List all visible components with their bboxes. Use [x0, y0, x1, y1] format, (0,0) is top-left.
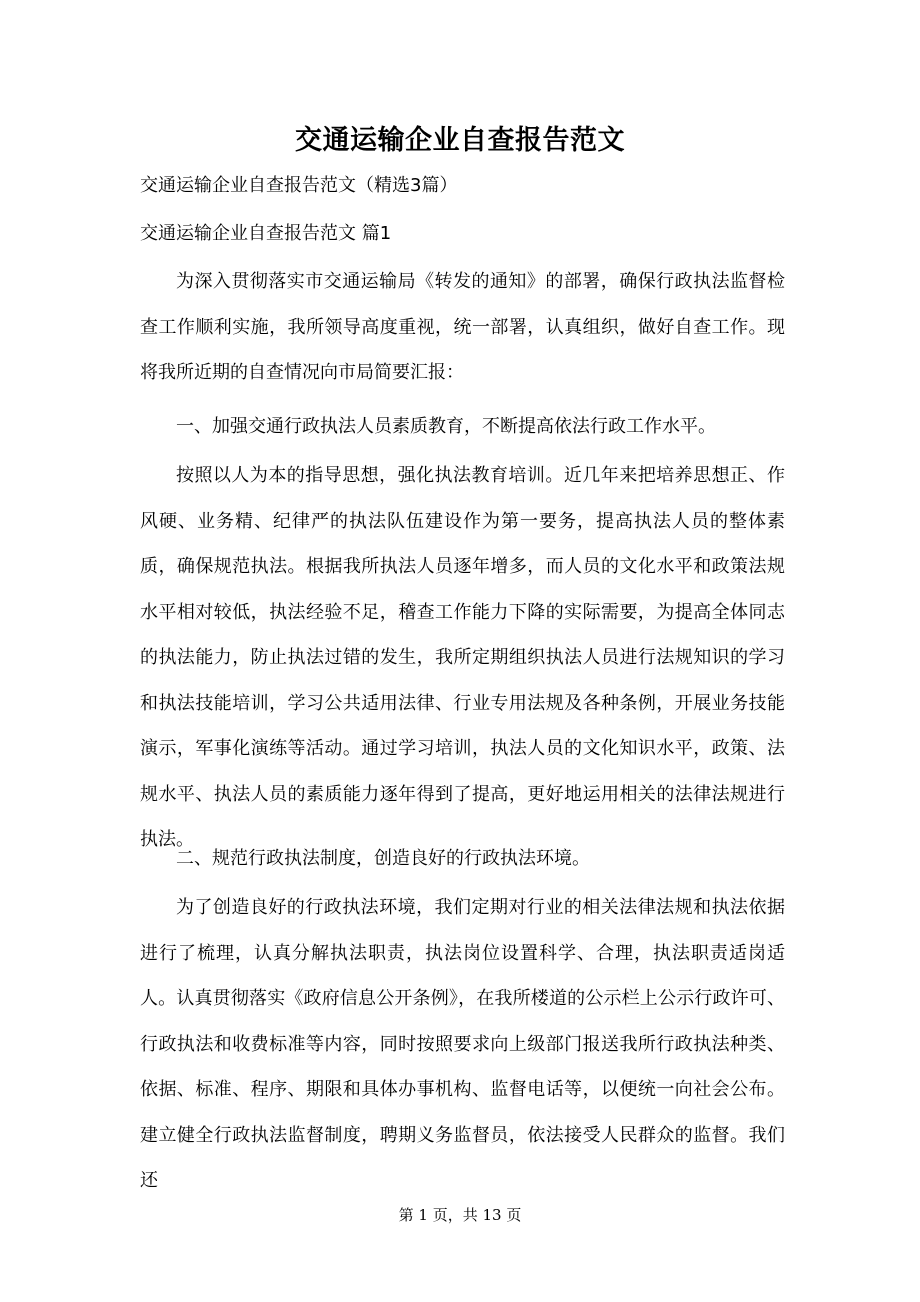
paragraph-3: 为了创造良好的行政执法环境，我们定期对行业的相关法律法规和执法依据进行了梳理，认真分解执法职责，执法岗位设置科学、合理，执法职责适岗适人。认真贯彻落实《政府信息公开条例》，在我所楼道的公示栏上公示行政许可、行政执法和收费标准等内容，同时按照要求向上级部门报送我所行政执法种类、依据、标准、程序、期限和具体办事机构、监督电话等，以便统一向社会公布。建立健全行政执法监督制度，聘期义务监督员，依法接受人民群众的监督。我们还: [140, 897, 785, 1191]
document-subtitle: 交通运输企业自查报告范文（精选3篇）: [140, 175, 458, 196]
section-heading: 交通运输企业自查报告范文 篇1: [140, 223, 392, 244]
heading-2: 二、规范行政执法制度，创造良好的行政执法环境。: [176, 848, 590, 869]
heading-1: 一、加强交通行政执法人员素质教育，不断提高依法行政工作水平。: [176, 416, 716, 437]
document-title: 交通运输企业自查报告范文: [295, 125, 625, 156]
page-footer: 第 1 页，共 13 页: [398, 1206, 522, 1224]
paragraph-1: 为深入贯彻落实市交通运输局《转发的通知》的部署，确保行政执法监督检查工作顺利实施，我所领导高度重视，统一部署，认真组织，做好自查工作。现将我所近期的自查情况向市局简要汇报：: [140, 271, 785, 383]
paragraph-2: 按照以人为本的指导思想，强化执法教育培训。近几年来把培养思想正、作风硬、业务精、纪律严的执法队伍建设作为第一要务，提高执法人员的整体素质，确保规范执法。根据我所执法人员逐年增多，而人员的文化水平和政策法规水平相对较低，执法经验不足，稽查工作能力下降的实际需要，为提高全体同志的执法能力，防止执法过错的发生，我所定期组织执法人员进行法规知识的学习和执法技能培训，学习公共适用法律、行业专用法规及各种条例，开展业务技能演示，军事化演练等活动。通过学习培训，执法人员的文化知识水平，政策、法规水平、执法人员的素质能力逐年得到了提高，更好地运用相关的法律法规进行执法。: [140, 465, 785, 850]
